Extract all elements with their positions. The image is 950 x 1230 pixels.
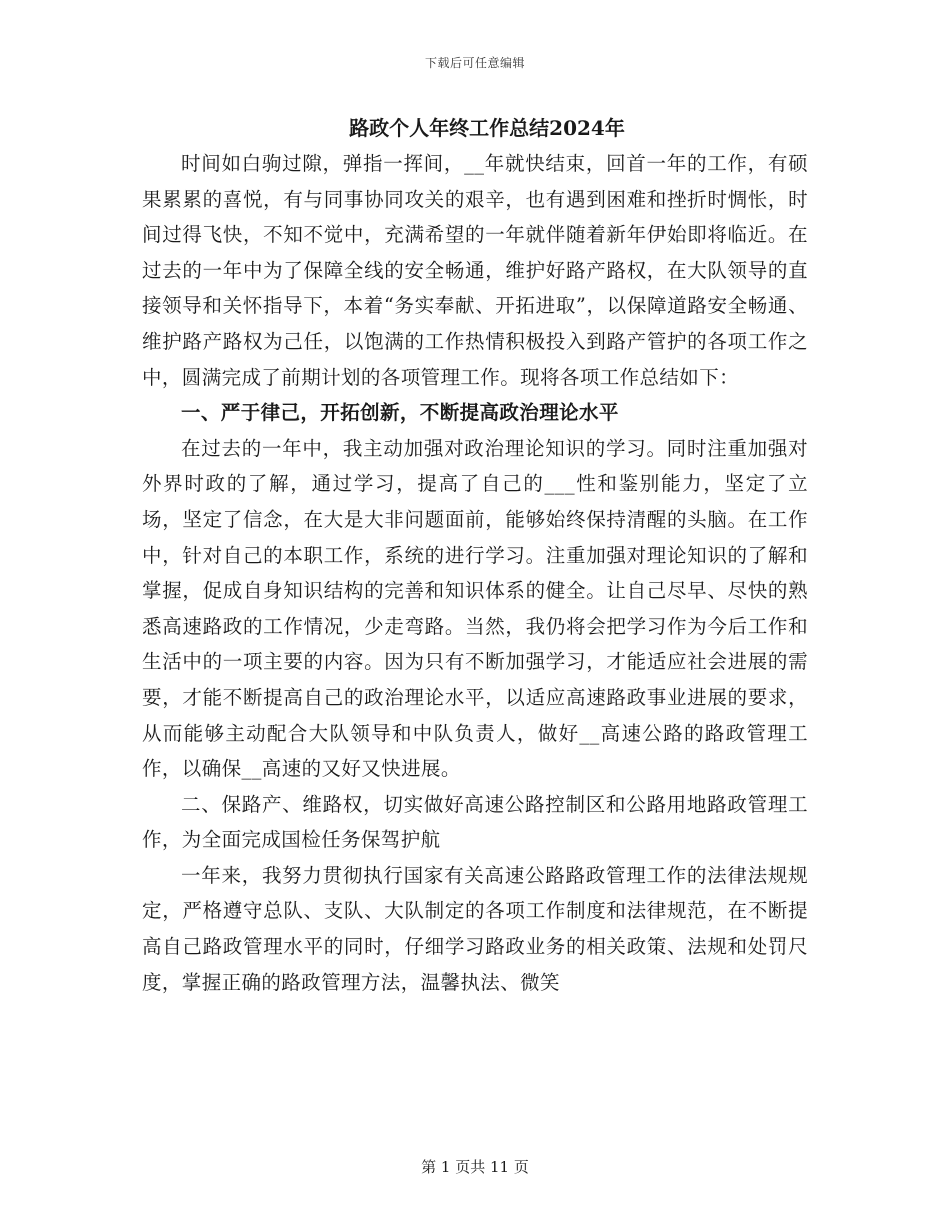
document-title: 路政个人年终工作总结2024年 — [349, 116, 625, 140]
section-heading-1: 一、严于律己，开拓创新，不断提高政治理论水平 — [181, 401, 619, 425]
section-heading-2: 二、保路产、维路权，切实做好高速公路控制区和公路用地路政管理工作，为全面完成国检任务保驾护航 — [142, 792, 808, 852]
page-number: 第 1 页共 11 页 — [421, 1158, 529, 1176]
section-1-paragraph: 在过去的一年中，我主动加强对政治理论知识的学习。同时注重加强对外界时政的了解，通过学习，提高了自己的___性和鉴别能力，坚定了立场，坚定了信念，在大是大非问题面前，能够始终保持清醒的头脑。在工作中，针对自己的本职工作，系统的进行学习。注重加强对理论知识的了解和掌握，促成自身知识结构的完善和知识体系的健全。让自己尽早、尽快的熟悉高速路政的工作情况，少走弯路。当然，我仍将会把学习作为今后工作和生活中的一项主要的内容。因为只有不断加强学习，才能适应社会进展的需要，才能不断提高自己的政治理论水平，以适应高速路政事业进展的要求，从而能够主动配合大队领导和中队负责人，做好__高速公路的路政管理工作，以确保__高速的又好又快进展。 — [142, 436, 808, 781]
section-2-paragraph: 一年来，我努力贯彻执行国家有关高速公路路政管理工作的法律法规规定，严格遵守总队、支队、大队制定的各项工作制度和法律规范，在不断提高自己路政管理水平的同时，仔细学习路政业务的相关政策、法规和处罚尺度，掌握正确的路政管理方法，温馨执法、微笑 — [142, 863, 808, 994]
intro-paragraph: 时间如白驹过隙，弹指一挥间，__年就快结束，回首一年的工作，有硕果累累的喜悦，有与同事协同攻关的艰辛，也有遇到困难和挫折时惆怅，时间过得飞快，不知不觉中，充满希望的一年就伴随着新年伊始即将临近。在过去的一年中为了保障全线的安全畅通，维护好路产路权，在大队领导的直接领导和关怀指导下，本着“务实奉献、开拓进取”，以保障道路安全畅通、维护路产路权为己任，以饱满的工作热情积极投入到路产管护的各项工作之中，圆满完成了前期计划的各项管理工作。现将各项工作总结如下： — [142, 152, 808, 389]
header-note: 下载后可任意编辑 — [424, 56, 525, 70]
document-body — [142, 110, 808, 1000]
